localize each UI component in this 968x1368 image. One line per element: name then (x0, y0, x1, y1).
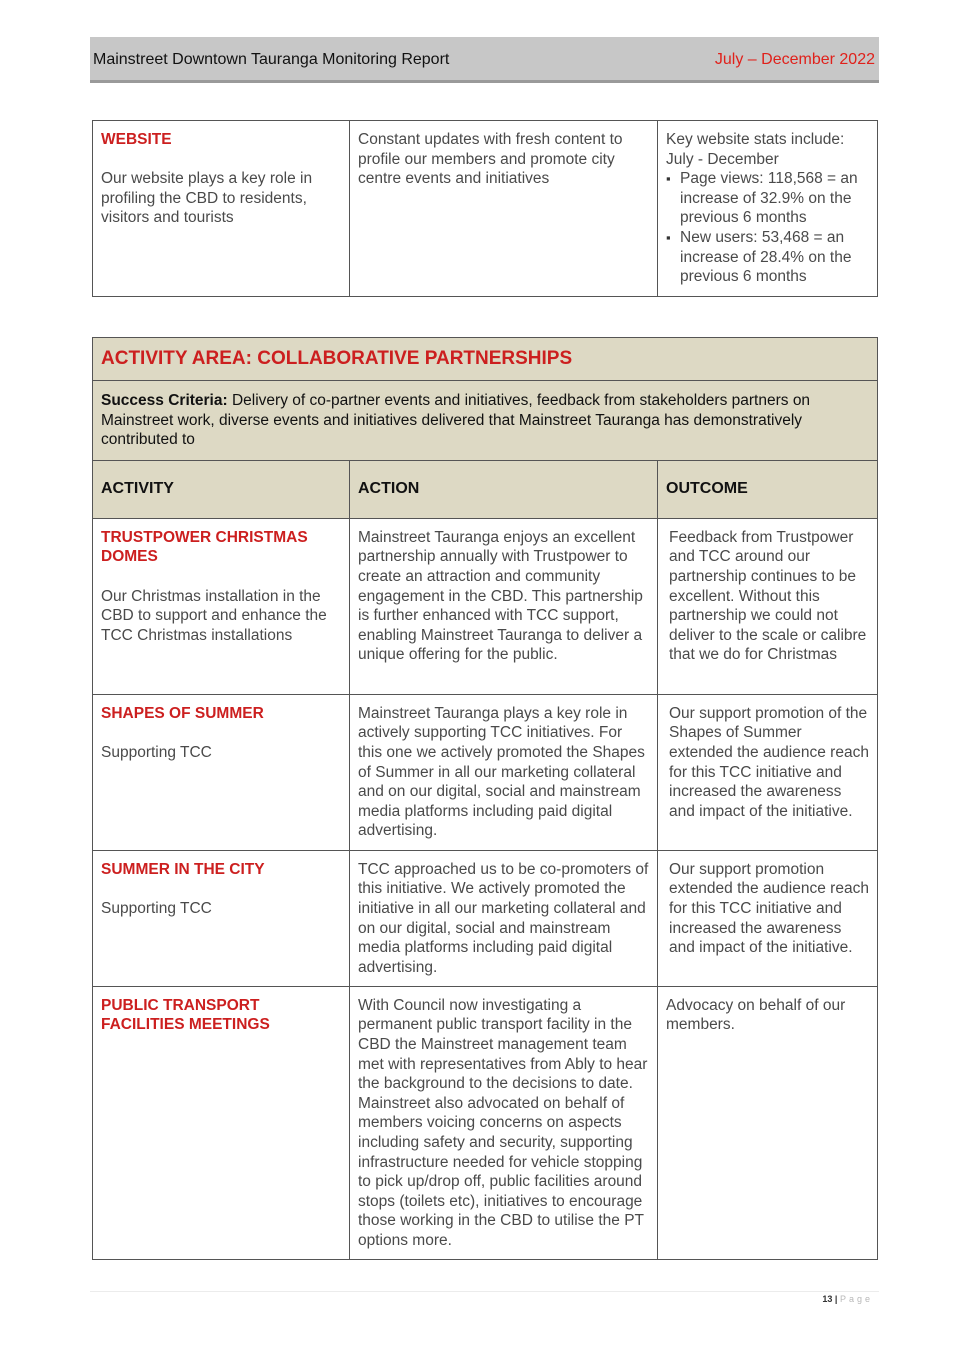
table-row (93, 518, 878, 694)
column-header-activity: ACTIVITY (93, 460, 350, 518)
activity-title: SHAPES OF SUMMER (101, 704, 264, 722)
activity-cell (93, 518, 350, 694)
action-cell: Constant updates with fresh content to profile our members and promote city centre events and initiatives (350, 121, 658, 297)
outcome-cell: Advocacy on behalf of our members. (658, 986, 878, 1259)
action-cell: TCC approached us to be co-promoters of this initiative. We actively promoted the initiative in all our marketing collateral and on our digital, social and mainstream media platforms including paid digital advertising. (350, 850, 658, 986)
report-title: Mainstreet Downtown Tauranga Monitoring Report (93, 51, 450, 68)
activity-title: WEBSITE (101, 131, 172, 148)
action-cell: With Council now investigating a permanent public transport facility in the CBD the Mainstreet management team met with representatives from Ably to hear the background to the decisions to date. Mainstreet also advocated on behalf of members voicing concerns on aspects including safety and security, supporting infrastructure needed for vehicle stopping to pick up/drop off, public facilities around stops (toilets etc), initiatives to encourage those working in the CBD to utilise the PT options more. (350, 986, 658, 1259)
outcome-intro: Key website stats include: (666, 131, 845, 148)
activity-cell (93, 694, 350, 850)
success-criteria-row (93, 381, 878, 461)
footer-divider (90, 1291, 879, 1292)
website-table (92, 120, 878, 297)
list-item: ▪ New users: 53,468 = an increase of 28.4% on the previous 6 months (666, 228, 869, 287)
activity-description: Supporting TCC (101, 899, 212, 917)
activity-cell (93, 121, 350, 297)
outcome-cell (658, 121, 878, 297)
activity-title: PUBLIC TRANSPORT FACILITIES MEETINGS (101, 996, 270, 1034)
page-number-value: 13 (822, 1294, 833, 1304)
table-row (93, 986, 878, 1259)
action-cell: Mainstreet Tauranga plays a key role in actively supporting TCC initiatives. For this one we actively promoted the Shapes of Summer in all our marketing collateral and on our digital, social and mainstream media platforms including paid digital advertising. (350, 694, 658, 850)
outcome-cell: Our support promotion extended the audience reach for this TCC initiative and increased the awareness and impact of the initiative. (658, 850, 878, 986)
success-criteria-label: Success Criteria: (101, 392, 228, 409)
column-header-outcome: OUTCOME (658, 460, 878, 518)
column-header-row (93, 460, 878, 518)
activity-title: SUMMER IN THE CITY (101, 860, 265, 878)
activity-cell (93, 850, 350, 986)
activity-title: TRUSTPOWER CHRISTMAS DOMES (101, 528, 308, 566)
outcome-cell: Feedback from Trustpower and TCC around our partnership continues to be excellent. Without this partnership we could not deliver to the scale or calibre that we do for Christmas (658, 518, 878, 694)
activity-description: Our Christmas installation in the CBD to support and enhance the TCC Christmas installations (101, 587, 327, 644)
report-date-range: July – December 2022 (714, 51, 875, 68)
success-criteria-text: Delivery of co-partner events and initiatives, feedback from stakeholders partners on Mainstreet work, diverse events and initiatives delivered that Mainstreet Tauranga has demonstratively contributed to (101, 392, 811, 449)
activity-area-row (93, 338, 878, 381)
activity-description: Our website plays a key role in profiling the CBD to residents, visitors and tourists (101, 170, 313, 227)
table-row (93, 850, 878, 986)
table-row (93, 694, 878, 850)
activity-area-title: ACTIVITY AREA: COLLABORATIVE PARTNERSHIPS (101, 348, 573, 369)
outcome-cell: Our support promotion of the Shapes of Summer extended the audience reach for this TCC initiative and increased the awareness and impact of the initiative. (658, 694, 878, 850)
collaborative-partnerships-table (92, 337, 878, 1260)
page-header (90, 37, 879, 83)
table-row (93, 121, 878, 297)
outcome-period: July - December (666, 150, 779, 168)
activity-description: Supporting TCC (101, 743, 212, 761)
column-header-action: ACTION (350, 460, 658, 518)
stats-list (666, 169, 869, 287)
action-cell: Mainstreet Tauranga enjoys an excellent partnership annually with Trustpower to create an attraction and community engagement in the CBD. This partnership is further enhanced with TCC support, enabling Mainstreet Tauranga to deliver a unique offering for the public. (350, 518, 658, 694)
page-number-separator: | (834, 1294, 838, 1304)
list-item: ▪ Page views: 118,568 = an increase of 32.9% on the previous 6 months (666, 169, 869, 228)
activity-cell (93, 986, 350, 1259)
page-number (822, 1294, 873, 1304)
page-label: Page (839, 1294, 873, 1304)
